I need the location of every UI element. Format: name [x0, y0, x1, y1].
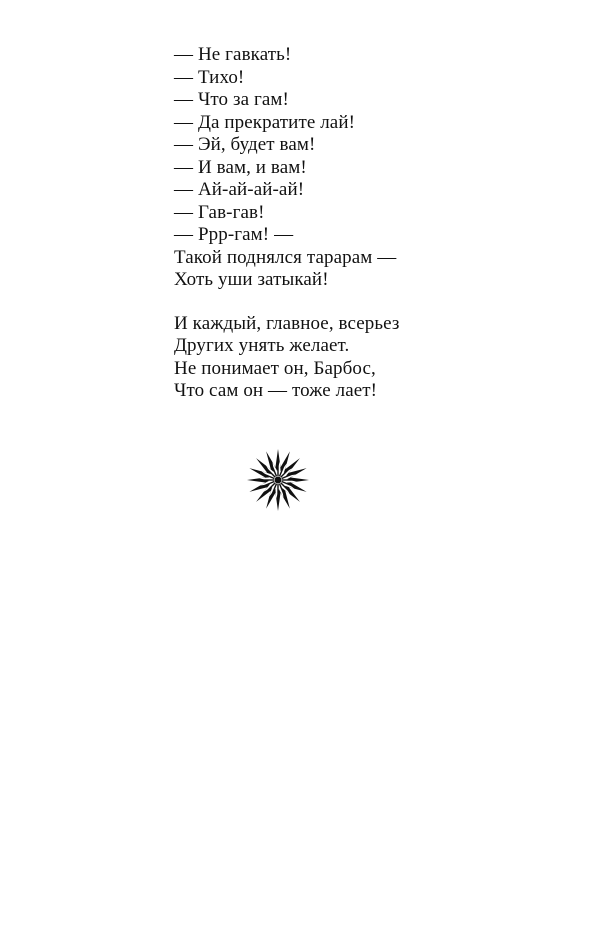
poem-line: И каждый, главное, всерьез [174, 312, 400, 334]
poem-line: Такой поднялся тарарам — [174, 246, 397, 268]
star-burst-core [275, 477, 282, 484]
poem-line: Хоть уши затыкай! [174, 269, 329, 290]
poem-line: — Тихо! [174, 66, 245, 88]
poem-line: Не понимает он, Барбос, [174, 357, 376, 379]
poem-line: — Ай-ай-ай-ай! [174, 179, 305, 200]
poem-line: — Что за гам! [174, 89, 289, 110]
poem-line: — Гав-гав! [174, 201, 265, 223]
poem-line: — Да прекратите лай! [174, 111, 356, 133]
stanza-1 [174, 44, 534, 292]
stanza-2 [174, 313, 534, 403]
poem [174, 44, 534, 403]
poem-line: — Эй, будет вам! [174, 134, 316, 155]
poem-line: Что сам он — тоже лает! [174, 380, 378, 401]
poem-line: — И вам, и вам! [174, 156, 307, 178]
poem-line: — Ррр-гам! — [174, 224, 294, 245]
poem-line: — Не гавкать! [174, 44, 292, 65]
star-burst-icon [246, 448, 310, 512]
poem-line: Других унять желает. [174, 335, 350, 356]
